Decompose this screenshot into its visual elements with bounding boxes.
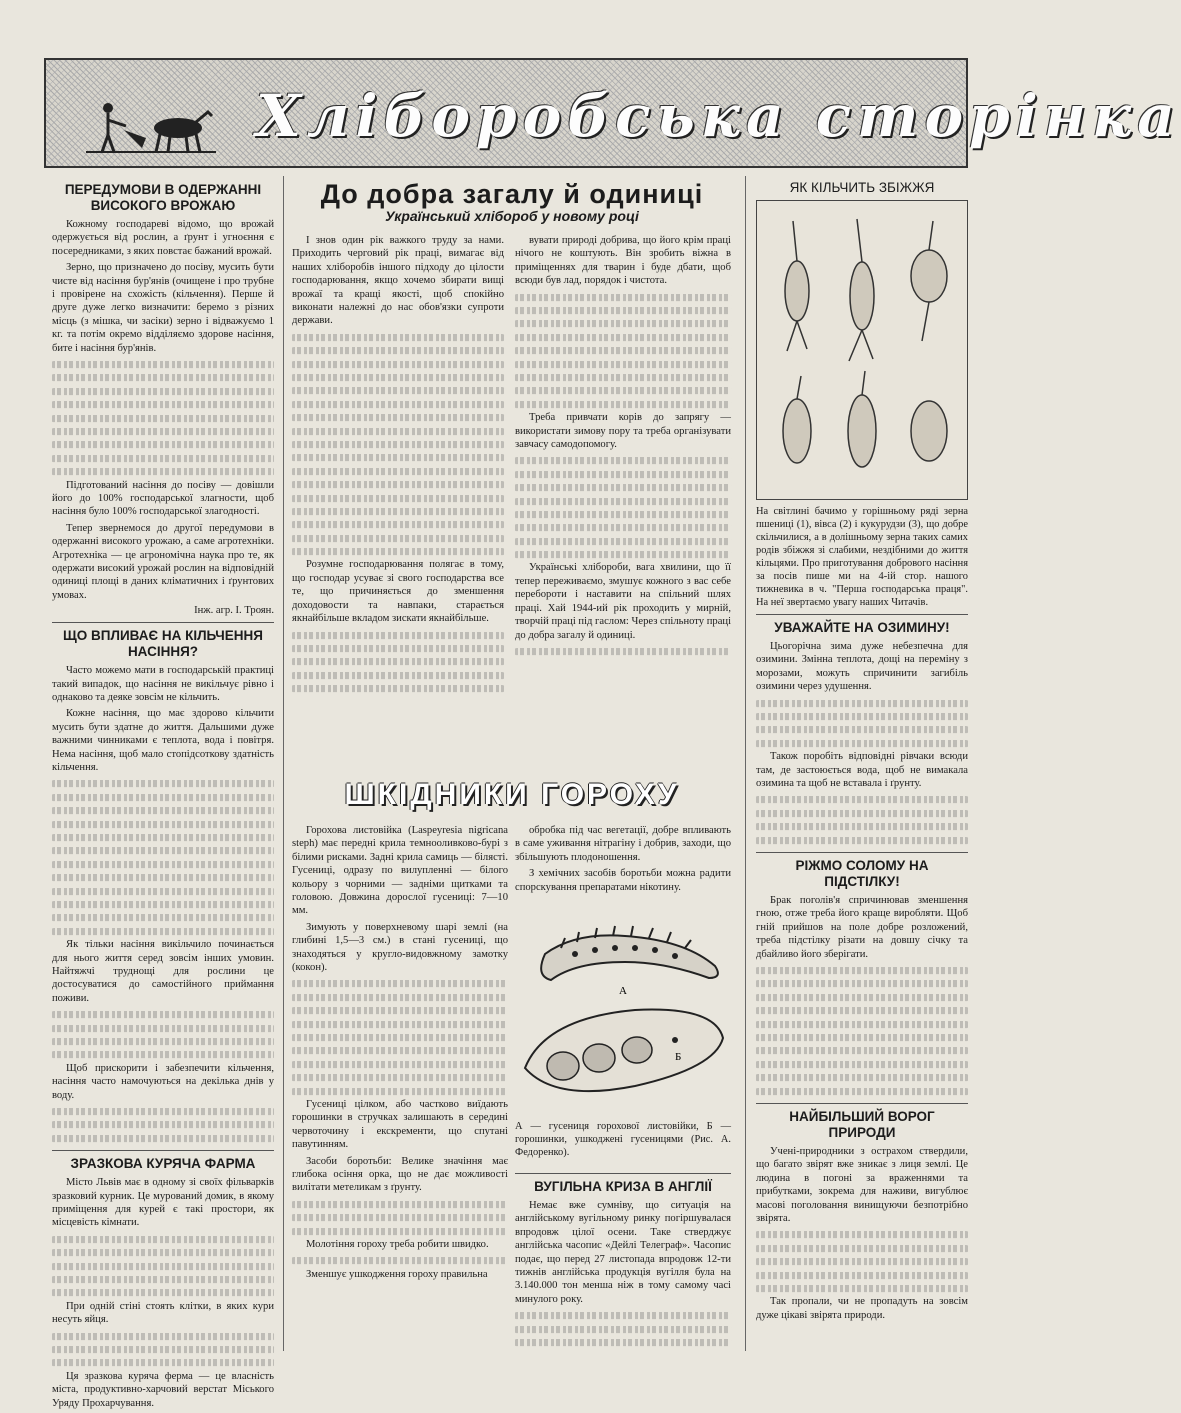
text-line <box>292 994 508 1001</box>
text-line <box>292 1257 508 1264</box>
text-line <box>515 401 731 408</box>
article-paragraph: Тепер звернемося до другої передумови в одержанні високого урожаю, а саме агротехніки. Агротехніка — це агрономічна наука про те, як одержати високий урожай рослин на відповідній одиниці площі в даних кліматичних і ґрунтових умовах. <box>52 522 274 601</box>
article-paragraph: вувати природі добрива, що його крім праці нічого не коштують. Він зробить віжна в приміщеннях для тварин і буде дбати, щоб всюди був лад, порядок і чистота. <box>515 235 731 287</box>
text-line <box>756 810 968 817</box>
text-line <box>515 387 731 394</box>
text-line <box>515 551 731 558</box>
text-line <box>52 821 274 828</box>
text-line <box>756 1245 968 1252</box>
article-paragraph: Учені-природники з острахом ствердили, що багато звірят вже зникає з лиця землі. Це людина в погоні за враженнями та прибутками, зокрема для наживи, вигублює масові поголовання винищуючи безпотрібно звірята. <box>756 1145 968 1224</box>
right-column <box>756 180 968 1325</box>
text-line <box>756 1272 968 1279</box>
divider <box>756 614 968 615</box>
divider <box>756 1103 968 1104</box>
text-line <box>292 1021 508 1028</box>
text-line <box>756 1061 968 1068</box>
text-line <box>292 495 504 502</box>
sprouting-grain-photo <box>756 200 968 500</box>
text-line <box>52 455 274 462</box>
text-line <box>52 1025 274 1032</box>
text-line <box>292 347 504 354</box>
text-line <box>515 374 731 381</box>
text-line <box>52 888 274 895</box>
text-line <box>756 1074 968 1081</box>
text-line <box>515 1312 731 1319</box>
text-line <box>52 401 274 408</box>
text-line <box>52 468 274 475</box>
text-line <box>52 1121 274 1128</box>
column-divider <box>745 176 746 1351</box>
text-line <box>52 1011 274 1018</box>
center-column-1 <box>292 234 504 695</box>
article-paragraph: І знов один рік важкого труду за нами. Приходить черговий рік праці, вимагає від наших хліборобів іншого підходу до цілости господарювання, якщо хочемо збирати вищі врожаї та кращі якості, щоб спокійно виконати належні до нас обов'язки супроти держави. <box>292 235 504 327</box>
text-line <box>292 454 504 461</box>
text-line <box>52 1249 274 1256</box>
text-line <box>292 1088 508 1095</box>
text-line <box>756 726 968 733</box>
text-line <box>515 511 731 518</box>
text-line <box>292 387 504 394</box>
plowman-illustration <box>86 90 216 160</box>
article-title: РІЖМО СОЛОМУ НА ПІДСТІЛКУ! <box>795 857 929 889</box>
text-line <box>52 928 274 935</box>
text-line <box>515 347 731 354</box>
article-paragraph: Зерно, що призначено до посіву, мусить бути чисте від насіння бур'янів (очищене і про трубне і провірене на схожість (кільчення). Перше й друге дуже легко визначити: беремо з різних місць (з мішка, чи засіки) зерно і відважуємо 1 кг. та потім окремо відділяємо здорове насіння, бите і насіння бур'янів. <box>52 262 274 354</box>
text-line <box>756 994 968 1001</box>
divider <box>52 1150 274 1151</box>
text-line <box>515 484 731 491</box>
text-line <box>756 1034 968 1041</box>
article-paragraph: Цьогорічна зима дуже небезпечна для озимини. Змінна теплота, дощі на переміну з морозами, можуть спричинити загибіль озимини через удушення. <box>756 641 968 693</box>
caterpillar-drawing <box>541 926 718 997</box>
text-line <box>52 1346 274 1353</box>
article-paragraph: Ця зразкова куряча ферма — це власність міста, продуктивно-харчовий верстат Міського Уряду Прохарчування. <box>52 1370 274 1409</box>
text-line <box>52 794 274 801</box>
text-line <box>52 361 274 368</box>
text-line <box>292 441 504 448</box>
figure-caption: На світлині бачимо у горішньому ряді зерна пшениці (1), вівса (2) і кукурудзи (3), що добре скільчилися, а в долішньому зерна таких самих родів збіжжя зі слабими, нездібними до життя кільцями. Про приготування добрового насіння за посів пише ми на 4-ій стор. нашого тижневика в ч. "Перша господарська праця". На неї звертаємо увагу наших Читачів. <box>756 506 968 608</box>
article-paragraph: Українські хлібороби, вага хвилини, що її тепер переживаємо, змушує кожного з вас себе перебороти і наставити на спільний шлях праці. Хай 1944-ий рік проходить у мирній, творчій праці під гаслом: Через спільноту праці до добра загалу й одиниці. <box>515 562 732 641</box>
text-line <box>292 658 504 665</box>
pests-column-2 <box>515 824 731 897</box>
text-line <box>292 481 504 488</box>
text-line <box>52 1135 274 1142</box>
text-line <box>292 1228 508 1235</box>
article-title: УВАЖАЙТЕ НА ОЗИМИНУ! <box>774 620 950 635</box>
main-subheadline: Український хлібороб у новому році <box>385 208 639 224</box>
text-line <box>292 508 504 515</box>
article-paragraph: При одній стіні стоять клітки, в яких кури несуть яйця. <box>52 1300 274 1326</box>
svg-text:A: A <box>619 985 627 997</box>
text-line <box>756 1285 968 1292</box>
main-headline: До добра загалу й одиниці <box>320 179 704 209</box>
text-line <box>292 672 504 679</box>
text-line <box>292 521 504 528</box>
article-title: ЗРАЗКОВА КУРЯЧА ФАРМА <box>70 1156 256 1172</box>
article-paragraph: З хемічних засобів боротьби можна радити спорскування препаратами нікотину. <box>515 868 731 893</box>
pests-column-1 <box>292 824 508 1284</box>
text-line <box>515 524 731 531</box>
text-line <box>52 441 274 448</box>
coal-crisis-article <box>515 1168 731 1349</box>
divider <box>515 1173 731 1174</box>
text-line <box>292 548 504 555</box>
pea-moth-illustration <box>515 918 731 1118</box>
text-line <box>756 1088 968 1095</box>
article-paragraph: Кожному господареві відомо, що врожай одержується від рослин, а ґрунт і угноєння є посередниками, з яких повстає бажаний врожай. <box>52 219 274 257</box>
article-title: НАЙБІЛЬШИЙ ВОРОГ ПРИРОДИ <box>789 1108 935 1140</box>
text-line <box>515 471 731 478</box>
text-line <box>756 823 968 830</box>
text-line <box>52 388 274 395</box>
text-line <box>292 361 504 368</box>
text-line <box>756 1007 968 1014</box>
text-line <box>292 1034 508 1041</box>
article-paragraph: Також поробіть відповідні рівчаки всюди там, де застоюється вода, щоб не вимакала озимина та щоб не вставала і ґрунту. <box>756 751 968 789</box>
text-line <box>292 428 504 435</box>
article-paragraph: Засоби боротьби: Велике значіння має глибока осіння орка, що не дає можливості вилітати метеликам з ґрунту. <box>292 1155 508 1194</box>
text-line <box>515 320 731 327</box>
text-line <box>756 967 968 974</box>
text-line <box>52 1263 274 1270</box>
article-paragraph: Треба привчати корів до запрягу — використати зимову пору та треба організувати завчасу самодопомогу. <box>515 412 731 450</box>
text-line <box>756 700 968 707</box>
text-line <box>52 1051 274 1058</box>
grain-sprouts-drawing <box>757 201 967 499</box>
text-line <box>756 837 968 844</box>
article-paragraph: Розумне господарювання полягає в тому, що господар усуває зі свого господарства все те, що причиняється до зменшення доходовости та навпаки, старається якнайбільше вкладом зискати якнайбільше. <box>292 559 504 625</box>
text-line <box>515 361 731 368</box>
text-line <box>292 1047 508 1054</box>
article-paragraph: Немає вже сумніву, що ситуація на англійському вугільному ринку погіршувалася впродовж цілої осени. Таке стверджує англійська часопис «Дейлі Телеграф». Часопис подає, що перед 27 листопада впродовж 12-ти тижнів англійська продукція вугілля була на 3.140.000 тон менша ніж в тому самому часі минулого року. <box>515 1200 731 1305</box>
text-line <box>52 780 274 787</box>
text-line <box>292 1074 508 1081</box>
article-paragraph: Зменшує ушкодження гороху правильна <box>306 1268 488 1280</box>
text-line <box>52 428 274 435</box>
article-title: ВУГІЛЬНА КРИЗА В АНГЛІЇ <box>534 1179 712 1194</box>
left-column <box>52 182 274 1413</box>
text-line <box>292 980 508 987</box>
figure-title: ЯК КІЛЬЧИТЬ ЗБІЖЖЯ <box>789 180 935 195</box>
text-line <box>52 834 274 841</box>
text-line <box>515 294 731 301</box>
article-paragraph: Горохова листовійка (Laspeyresia nigricana steph) має передні крила темнооливково-бурі з білими рисками. Задні крила самиць — білясті. Гусениці, одразу по вилупленні — білого кольору з чорними — задніми щитками та головою. Довжина дорослої гусениці: 7—10 мм. <box>292 825 508 917</box>
svg-text:Б: Б <box>675 1051 682 1063</box>
text-line <box>292 535 504 542</box>
text-line <box>756 1258 968 1265</box>
text-line <box>756 740 968 747</box>
text-line <box>292 685 504 692</box>
text-line <box>515 457 731 464</box>
text-line <box>292 645 504 652</box>
text-line <box>292 374 504 381</box>
text-line <box>52 861 274 868</box>
text-line <box>52 1333 274 1340</box>
text-line <box>292 1214 508 1221</box>
text-line <box>515 334 731 341</box>
masthead-title: Хліборобська сторінка <box>256 82 1181 150</box>
text-line <box>756 1021 968 1028</box>
text-line <box>756 1047 968 1054</box>
divider <box>756 852 968 853</box>
article-paragraph: Кожне насіння, що має здорово кільчити мусить бути здатне до життя. Дальшими дуже важними чинниками є теплота, вода і повітря. Нема насіння, щоб мало стопідсоткову здатність кільчення. <box>52 708 274 774</box>
text-line <box>292 414 504 421</box>
text-line <box>52 914 274 921</box>
article-title: ЩО ВПЛИВАЄ НА КІЛЬЧЕННЯ НАСІННЯ? <box>63 628 263 660</box>
pests-headline: ШКІДНИКИ ГОРОХУ <box>344 778 680 811</box>
article-paragraph: Гусениці цілком, або частково виїдають горошинки в стручках залишають в середині червоточину і екскременти, що спутані павутинням. <box>292 1098 508 1151</box>
text-line <box>756 713 968 720</box>
masthead-banner <box>44 58 1181 168</box>
text-line <box>515 1339 731 1346</box>
article-paragraph: Молотіння гороху треба робити швидко. <box>306 1239 489 1250</box>
article-paragraph: Місто Львів має в одному зі своїх фільварків зразковий курник. Це мурований домик, в якому приміщення для курей є такі простори, як місцевість кімнати. <box>52 1177 274 1229</box>
article-paragraph: Зимують у поверхневому шарі землі (на глибині 1,5—3 см.) в стані гусениці, що знаходяться у кругло-видовжному замотку (кокон). <box>292 921 508 974</box>
illustration-caption: А — гусениця горохової листовійки, Б — горошинки, ушкоджені гусеницями (Рис. А. Федоренко). <box>515 1121 731 1158</box>
text-line <box>52 1276 274 1283</box>
text-line <box>52 1038 274 1045</box>
article-signature: Інж. агр. І. Троян. <box>194 605 274 617</box>
text-line <box>292 334 504 341</box>
pea-pod-drawing <box>525 1010 723 1092</box>
center-column-2 <box>515 234 731 658</box>
text-line <box>292 401 504 408</box>
text-line <box>52 1359 274 1366</box>
text-line <box>515 648 731 655</box>
text-line <box>292 1007 508 1014</box>
divider <box>52 622 274 623</box>
column-divider <box>283 176 284 1351</box>
text-line <box>515 307 731 314</box>
text-line <box>52 847 274 854</box>
text-line <box>52 1236 274 1243</box>
text-line <box>52 1289 274 1296</box>
article-paragraph: Щоб прискорити і забезпечити кільчення, насіння часто намочуються на декілька днів у воду. <box>52 1062 274 1101</box>
text-line <box>52 807 274 814</box>
article-paragraph: обробка під час вегетації, добре впливають в саме уживання нітрагіну і добрив, заходи, що збільшують плодоношення. <box>515 825 731 863</box>
text-line <box>52 1108 274 1115</box>
text-line <box>292 1201 508 1208</box>
text-line <box>515 538 731 545</box>
text-line <box>515 498 731 505</box>
article-paragraph: Підготований насіння до посіву — довішли його до 100% господарської злагности, щоб насіння було 100% господарської злагодності. <box>52 479 274 518</box>
article-paragraph: Як тільки насіння викільчило починається для нього життя серед зовсім інших умовин. Найтяжчі труднощі для рослини це достосуватися до самостійного приймання поживи. <box>52 939 274 1004</box>
text-line <box>515 1326 731 1333</box>
text-line <box>756 1231 968 1238</box>
text-line <box>52 901 274 908</box>
article-paragraph: Брак поголів'я спричинював зменшення гною, отже треба його краще виробляти. Щоб гній прийшов на поле добре розложений, треба підстілку різати на довшу січку та дбайливо його зберігати. <box>756 894 968 960</box>
text-line <box>52 374 274 381</box>
text-line <box>292 632 504 639</box>
text-line <box>292 468 504 475</box>
article-paragraph: Так пропали, чи не пропадуть на зовсім дуже цікаві звірята природи. <box>756 1296 968 1321</box>
text-line <box>52 415 274 422</box>
article-paragraph: Часто можемо мати в господарській практиці такий випадок, що насіння не викільчує рівно і однаково та деяке зовсім не кільчить. <box>52 665 274 704</box>
text-line <box>756 980 968 987</box>
text-line <box>756 796 968 803</box>
text-line <box>52 874 274 881</box>
article-title: ПЕРЕДУМОВИ В ОДЕРЖАННІ ВИСОКОГО ВРОЖАЮ <box>64 182 262 213</box>
text-line <box>292 1061 508 1068</box>
